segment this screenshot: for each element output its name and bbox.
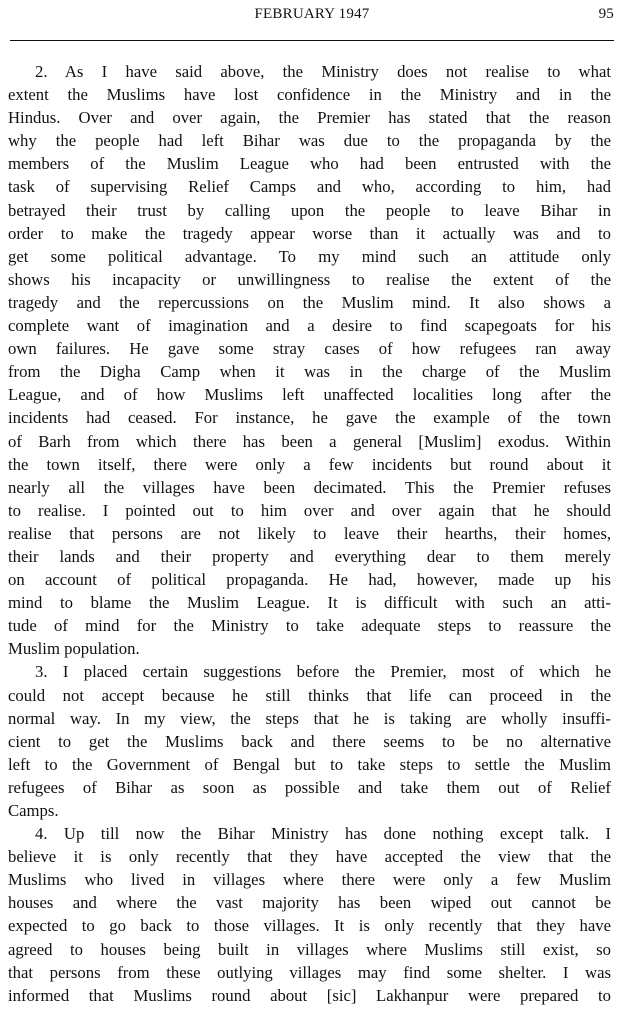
text-line: cient to get the Muslims back and there seems to be no alternative — [8, 731, 611, 751]
text-line: tude of mind for the Ministry to take adequate steps to reassure the — [8, 616, 611, 636]
text-line: of Barh from which there has been a general [Muslim] exodus. Within — [8, 431, 611, 451]
text-line: 2. As I have said above, the Ministry does not realise to what — [35, 62, 611, 81]
text-line: get some political advantage. To my mind such an attitude only — [8, 246, 611, 266]
text-line: mind to blame the Muslim League. It is difficult with such an atti- — [8, 593, 611, 613]
header-title: FEBRUARY 1947 — [254, 6, 370, 22]
text-line: order to make the tragedy appear worse than it actually was and to — [8, 223, 611, 243]
text-line: nearly all the villages have been decimated. This the Premier refuses — [8, 477, 611, 497]
text-line: left to the Government of Bengal but to take steps to settle the Muslim — [8, 754, 611, 774]
text-line: why the people had left Bihar was due to the propaganda by the — [8, 131, 611, 151]
text-line: Muslims who lived in villages where there were only a few Muslim — [8, 870, 611, 890]
text-line: 3. I placed certain suggestions before the Premier, most of which he — [35, 662, 611, 682]
text-line: believe it is only recently that they have accepted the view that the — [8, 847, 611, 867]
text-line: informed that Muslims round about [sic] Lakhanpur were prepared to — [8, 985, 611, 1005]
text-line: refugees of Bihar as soon as possible and take them out of Relief — [8, 777, 611, 797]
text-line: incidents had ceased. For instance, he gave the example of the town — [8, 408, 611, 428]
text-line: from the Digha Camp when it was in the charge of the Muslim — [8, 362, 611, 382]
text-line: on account of political propaganda. He had, however, made up his — [8, 570, 611, 590]
text-line: own failures. He gave some stray cases of how refugees ran away — [8, 339, 611, 359]
text-line: normal way. In my view, the steps that he is taking are wholly insuffi- — [8, 708, 611, 728]
text-line: houses and where the vast majority has been wiped out cannot be — [8, 893, 611, 913]
text-line: 4. Up till now the Bihar Ministry has done nothing except talk. I — [35, 824, 611, 844]
text-line: their lands and their property and everything dear to them merely — [8, 546, 611, 566]
text-line: complete want of imagination and a desire to find scapegoats for his — [8, 316, 611, 336]
text-line: Camps. — [8, 801, 59, 820]
text-line: that persons from these outlying villages may find some shelter. I was — [8, 962, 611, 982]
text-line: expected to go back to those villages. It is only recently that they have — [8, 916, 611, 936]
page-number: 95 — [598, 6, 614, 22]
text-line: League, and of how Muslims left unaffected localities long after the — [8, 385, 611, 405]
text-line: agreed to houses being built in villages where Muslims still exist, so — [8, 939, 611, 959]
text-line: tragedy and the repercussions on the Muslim mind. It also shows a — [8, 292, 611, 312]
text-line: extent the Muslims have lost confidence in the Ministry and in the — [8, 85, 611, 105]
body-text — [8, 60, 611, 1007]
text-line: Hindus. Over and over again, the Premier has stated that the reason — [8, 108, 611, 128]
text-line: could not accept because he still thinks that life can proceed in the — [8, 685, 611, 705]
text-line: shows his incapacity or unwillingness to realise the extent of the — [8, 269, 611, 289]
text-line: to realise. I pointed out to him over and over again that he should — [8, 500, 611, 520]
text-line: members of the Muslim League who had been entrusted with the — [8, 154, 611, 174]
header-rule — [10, 40, 614, 41]
text-line: task of supervising Relief Camps and who, according to him, had — [8, 177, 611, 197]
text-line: betrayed their trust by calling upon the people to leave Bihar in — [8, 200, 611, 220]
text-line: realise that persons are not likely to leave their hearths, their homes, — [8, 523, 611, 543]
text-line: the town itself, there were only a few incidents but round about it — [8, 454, 611, 474]
running-header — [10, 6, 614, 28]
text-line: Muslim population. — [8, 639, 140, 659]
